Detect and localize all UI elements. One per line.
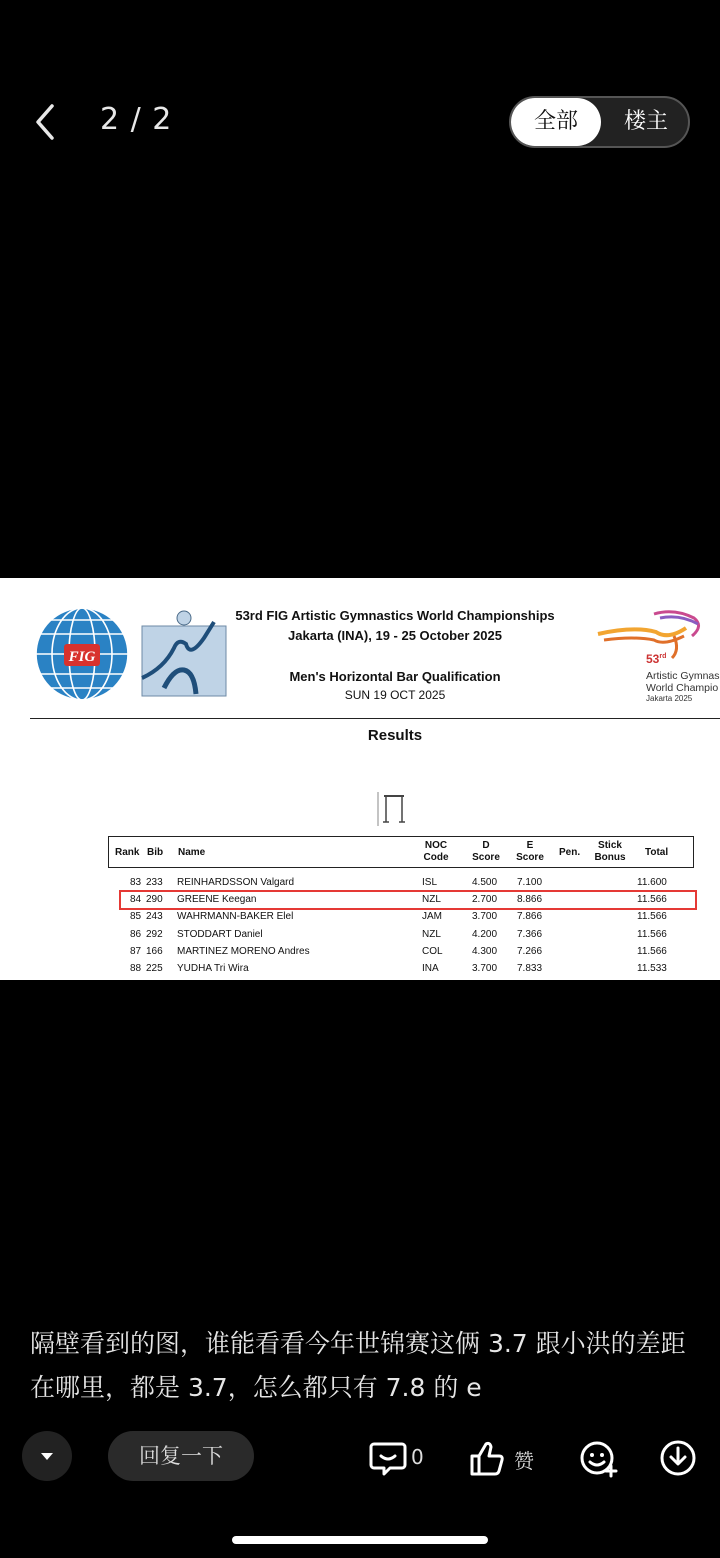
emoji-add-icon[interactable] (579, 1438, 619, 1478)
comment-count: 0 (411, 1445, 424, 1469)
col-total: Total (645, 847, 669, 858)
table-row: 83 233 REINHARDSSON Valgard ISL 4.500 7.100 11.600 (130, 877, 667, 888)
filter-op-tab[interactable]: 楼主 (623, 109, 668, 134)
table-row-highlighted: 84 290 GREENE Keegan NZL 2.700 8.866 11.566 (130, 894, 667, 905)
col-e-score: E Score (516, 840, 544, 863)
comment-icon[interactable] (369, 1438, 407, 1478)
gymnastics-logo (134, 608, 232, 702)
header-divider (30, 718, 720, 719)
results-table-header (108, 836, 694, 868)
col-bib: Bib (147, 847, 164, 858)
thumbs-up-icon[interactable] (468, 1438, 506, 1478)
download-icon[interactable] (659, 1438, 697, 1478)
table-row: 85 243 WAHRMANN-BAKER Elel JAM 3.700 7.866 11.566 (130, 911, 667, 922)
filter-segmented-control (509, 96, 690, 148)
col-noc: NOC Code (423, 840, 449, 863)
reply-input-button[interactable]: 回复一下 (108, 1431, 254, 1481)
results-title: Results (367, 727, 423, 744)
table-row: 88 225 YUDHA Tri Wira INA 3.700 7.833 11.533 (130, 963, 667, 974)
home-indicator[interactable] (232, 1536, 488, 1544)
highlight-box (119, 890, 697, 910)
col-stick-bonus: Stick Bonus (594, 840, 626, 863)
event-logo-line2: World Champio (646, 682, 719, 694)
event-name: Men's Horizontal Bar Qualification (289, 669, 501, 684)
svg-text:FIG: FIG (68, 649, 96, 665)
caret-down-icon (22, 1431, 72, 1481)
col-pen: Pen. (559, 847, 581, 858)
back-button[interactable] (28, 100, 68, 144)
like-label[interactable]: 赞 (514, 1449, 534, 1473)
col-d-score: D Score (472, 840, 500, 863)
event-logo-number: 53rd (646, 652, 667, 666)
table-row: 86 292 STODDART Daniel NZL 4.200 7.366 11.566 (130, 929, 667, 940)
championship-title: 53rd FIG Artistic Gymnastics World Championships (235, 608, 555, 623)
table-row: 87 166 MARTINEZ MORENO Andres COL 4.300 7.266 11.566 (130, 946, 667, 957)
post-image[interactable] (0, 578, 720, 980)
collapse-button[interactable] (22, 1431, 72, 1481)
chevron-left-icon (28, 100, 68, 144)
col-rank: Rank (115, 847, 140, 858)
championship-location: Jakarta (INA), 19 - 25 October 2025 (288, 628, 502, 643)
event-logo-line3: Jakarta 2025 (646, 694, 693, 703)
image-counter: 2 / 2 (100, 102, 173, 137)
event-date: SUN 19 OCT 2025 (344, 688, 446, 702)
event-logo-line1: Artistic Gymnas (646, 670, 720, 682)
horizontal-bar-icon (374, 788, 410, 828)
post-body-text: 隔壁看到的图，谁能看看今年世锦赛这俩 3.7 跟小洪的差距在哪里，都是 3.7，怎么都只有 7.8 的 e (30, 1329, 686, 1402)
col-name: Name (178, 847, 206, 858)
fig-logo (34, 606, 130, 702)
filter-all-tab[interactable]: 全部 (511, 98, 601, 146)
